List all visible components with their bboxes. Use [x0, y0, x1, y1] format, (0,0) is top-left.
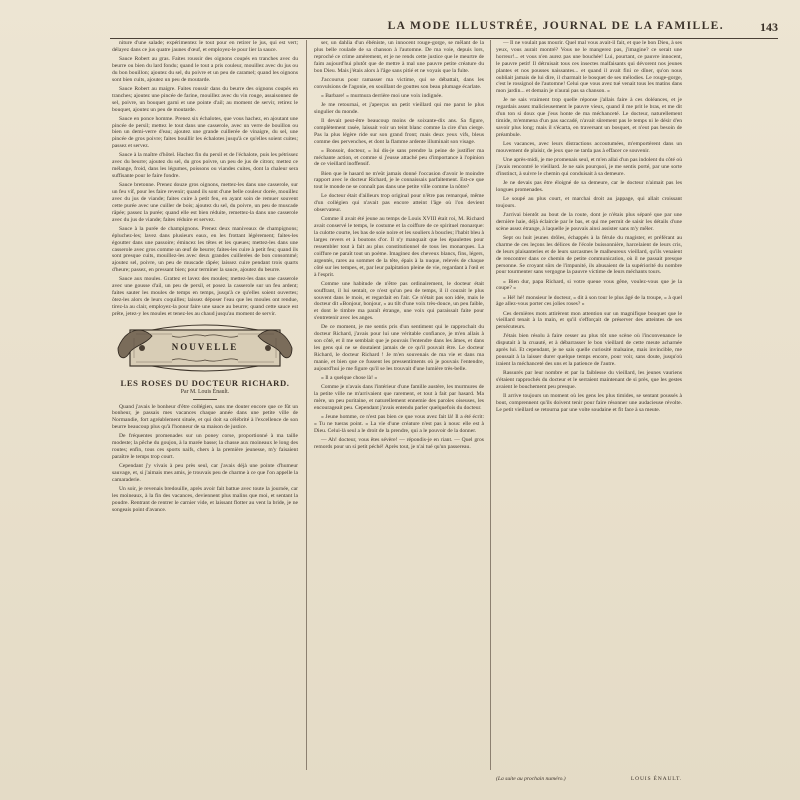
paragraph: ser, un dahlia d'un ébéniste, un innocent rouge-gorge, se mêlant de la plus belle roulade de sa chanson à l'automne. De ma voie, depuis lors, reproché ce crime amèrement, et je ne rends cette justice que le meurtre de faim aujourd'hui plutôt que de mettre à mal une pauvre petite créature du bon Dieu. Mais j'étais alors à l'âge sans pitié et ne voyais que la fuite.	[314, 40, 484, 74]
paragraph: Je ne devais pas être éloigné de sa demeure, car le docteur n'aimait pas les longues promenades.	[496, 179, 682, 193]
byline-divider	[193, 399, 217, 400]
paragraph: Comme je n'avais dans l'intérieur d'une famille austère, les murmures de la petite ville ne m'arrivaient que rarement, et tout à fait par hasard. Ma mère, un peu puritaine, et naturellement ennemie des paroles oiseuses, les encourageait peu. Cependant j'avais entendu parler quelquefois du docteur.	[314, 383, 484, 411]
paragraph: « Barbare! » murmura derrière moi une voix indignée.	[321, 92, 443, 99]
paragraph: Sauce à la maître d'hôtel. Hachez fin du persil et de l'échalote, puis les pétrissez avec du beurre; ajoutez du sel, du gros poivre, un peu de jus de citron; mettez ce mélange, froid, dans les légumes, poissons ou viandes cuites, dont la chaleur sera suffisante pour le faire fondre.	[112, 152, 298, 180]
paragraph: — Il ne voulait pas mourir. Quel mal vous avait-il fait, et que le bon Dieu, à ses yeux, vous aurait montré? Vous ne le mangerez pas, j'imagine? ce serait une horreur!... et vous n'en aurez pas une bouchée! Lui, pourtant, ce pauvre innocent, le pauvre petit! Il détruisait tous ces insectes malfaisants qui dévorent nos jeunes plantes et nos pousses naissantes... et quand il avait fini ce dîner, qu'on nous oubliait jamais de lui dire, il charmait le bosquet de ses mélodies. Le rouge-gorge, c'est le rossignol de l'automne! Celui que vous avez tué venait tous les matins dans mon jardin... et demain je n'aurai pas sa chanson. »	[496, 40, 682, 95]
paragraph: Comme une habitude de n'être pas ordinairement, le docteur était souffrant, il lui sentait, ce n'est qu'un peu de temps, il il courait le plus souvent dans le mois, et regardait en l'air. Ce n'était pas son idée, mais le docteur dit «Bonjour, bonjour, » au tilt d'une voix très-douce, un peu faible, et dont le timbre ma paraît étrange, une voix qui paraissait faite pour s'entretenir avec les anges.	[314, 280, 484, 322]
page-number: 143	[760, 20, 778, 34]
paragraph: Sauce Robert au maigre. Faites roussir dans du beurre des oignons coupés en tranches; ajoutez une pincée de farine, mouillez avec du vin rouge, assaisonnez de sel, poivre, un bouquet garni et une pointe d'ail; au moment de servir, retirez le bouquet, ajoutez un peu de moutarde.	[112, 85, 298, 113]
column-divider	[306, 40, 307, 770]
paragraph: J'arrivai bientôt au bout de la route, dont je n'étais plus séparé que par une dernière haie, déjà éclaircie par le bas, et qui me permit de saisir les détails d'une scène assez étrange, à laquelle je pouvais ainsi assister sans m'y mêler.	[496, 211, 682, 232]
paragraph: Il arrive toujours un moment où les gens les plus timides, se sentant poussés à bout, comprennent qu'ils doivent tenir pour faire résonner une audacieuse révolte. Le petit vieillard se retourna par une volte soudaine et fit face à sa meute.	[496, 393, 682, 413]
paragraph: Comme il avait été jeune au temps de Louis XVIII était roi, M. Richard avait conservé le temps, le costume et la coiffure de ce spirituel monarque: la culotte courte, les bas de soie noire et les souliers à boucles; l'habit bleu à larges revers et à boutons d'or. Il n'y manquait que les épaulettes pour ressembler tout à fait au plus constitutionnel de tous les monarques. La coiffure ne paraît tout un poème. Imaginez des cheveux blancs, fins, légers, argentés, rares au sommet de la tête, épais à la nuque, relevés de chaque côté sur les tempes, et, par leur palpitation pleine de vie, regardant à l'œil et à l'esprit.	[314, 216, 484, 278]
paragraph: Le docteur était d'ailleurs trop original pour n'être pas remarqué, même d'un collégien qui n'avait pas encore atteint l'âge où l'on devient observateur.	[314, 193, 484, 214]
paragraph: niture d'une salade; expérimentez le tout pour en retirer le jus, qui est vert; délayez dans ce jus quatre jaunes d'œuf, et employez-le pour lier la sauce.	[112, 40, 298, 53]
journal-title: LA MODE ILLUSTRÉE, JOURNAL DE LA FAMILLE.	[387, 20, 724, 32]
column-divider	[490, 40, 491, 770]
page-header	[110, 18, 778, 39]
paragraph: Une après-midi, je me promenais seul, et m'en allai d'un pas indolent du côté où j'avais rencontré le vieillard. Je ne sais pourquoi, je me sentis porté, par une sorte d'instinct, à suivre le chemin qui conduisait à sa demeure.	[496, 157, 682, 177]
paragraph: Ces dernières mots attirèrent mon attention sur un magnifique bouquet que le vieillard tenait à la main, et qu'il s'efforçait de préserver des atteintes de ses persécuteurs.	[496, 310, 682, 331]
paragraph: Sauce à la purée de champignons. Prenez deux maniveaux de champignons; épluchez-les; lavez dans plusieurs eaux, en les frottant légèrement; faites-les égoutter dans une passoire; émincez les têtes et les queues; mettez-les dans une casserole avec gros comme un œuf de beurre; faites-les cuire à petit feu; quand ils sont presque cuits, mouillez-les avec deux grandes cuillerées de bon consommé; ajoutez sel, poivre, un peu de muscade râpée; laissez cuire pendant trois quarts d'heure; passez, en pressant bien; pour terminer la sauce, ajoutez du beurre.	[112, 225, 298, 274]
banner-label: NOUVELLE	[171, 341, 239, 352]
paragraph: « Il a quelque chose là! »	[321, 374, 378, 381]
continued-note: (La suite au prochain numéro.)	[496, 776, 566, 782]
paragraph: De fréquentes promenades sur un poney corse, proportionné à ma taille modeste; la pêche du goujon, à la marée basse; la chasse aux moineaux le long des routes; enfin, tous ces sports naifs, chers à la première jeunesse, m'y faisaient paraître le temps trop court.	[112, 433, 298, 461]
column-left	[112, 40, 298, 772]
paragraph: Quand j'avais le bonheur d'être collégien, sans me douter encore que ce fût un bonheur, je passais mes vacances chaque année dans une petite ville de Normandie, fort agréablement située, et qui doit sa célébrité à l'excellence de son beurre beaucoup plus qu'à l'honneur de sa maison de justice.	[112, 403, 298, 431]
story-title: LES ROSES DU DOCTEUR RICHARD.	[120, 377, 290, 388]
recipe-section	[112, 40, 298, 318]
paragraph: Sauce bretonne. Prenez douze gros oignons, mettez-les dans une casserole, sur un feu vif, pour les faire revenir; quand ils sont d'une belle couleur dorée, mouillez avec du jus de viande; faites cuire à petit feu, en ayant soin de remuer souvent cette purée avec une cuiller de bois; ajoutez du sel, du poivre, un peu de muscade râpée; passez la purée; quand elle est bien réduite, remettez-la dans une casserole avec du jus de viande; faites réduire et servez.	[112, 182, 298, 223]
paragraph: Sauce Robert au gras. Faites roussir des oignons coupés en tranches avec du beurre ou bien du lard fondu; quand le tout a pris couleur, mouillez avec du jus ou du bon bouillon; ajoutez du sel, du poivre et un peu de caramel; quand les oignons sont bien cuits, ajoutez un peu de moutarde.	[112, 56, 298, 83]
paragraph: Cependant j'y vivais à peu près seul, car j'avais déjà une pointe d'humeur sauvage, et, si j'aimais mes amis, je trouvais peu de charme à ce que l'on appelle la camaraderie.	[112, 463, 298, 483]
paragraph: Je ne sais vraiment trop quelle réponse j'allais faire à ces doléances, et je regardais assez malicieusement le pauvre vieux, quand il me prit le bras, et me dit d'un ton si doux que j'eus honte de ma méchanceté. Le docteur, naturellement timide, m'emmena d'un pas saccadé, n'avait sûrement pas le temps ni le désir d'en savoir plus long; mais il s'écarta, en traversant un bosquet, et n'eut pas besoin de préambule.	[496, 97, 682, 138]
column-right	[496, 40, 682, 772]
paragraph: J'étais bien résolu à faire cesser au plus tôt une scène où l'inconvenance le disputait à la cruauté, et à débarrasser le bon vieillard de cette meute acharnée après lui. Et cependant, je ne sais quelle curiosité malsaine, mais invincible, me poussait à la laisser durer quelque temps encore, pour voir, sans doute, jusqu'où iraient la méchanceté des uns et la patience de l'autre.	[496, 333, 682, 368]
paragraph: De ce moment, je me sentis pris d'un sentiment qui le rapprochait du docteur Richard, j'avais pour lui une véritable confiance, je m'en allais à son côté, et il me semblait que je pouvais l'entendre dans les âmes, et dans les gens qui ne se doutaient jamais de ce qu'il pouvait être. Le docteur Richard, le docteur Richard ! Je m'en souvenais de ma vie et dans ma manie, et bien que ce fussent les pressentiments où je pouvais l'entendre, aujourd'hui je me figure qu'il se les trouvait d'une lumière très-belle.	[314, 324, 484, 372]
story-byline: Par M. Louis Énault.	[180, 388, 230, 395]
column-middle	[314, 40, 484, 772]
nouvelle-banner	[112, 322, 298, 376]
paragraph: — Ah! docteur, vous êtes sévère! — répondis-je en riant. — Quel gros remords pour un si petit péché! Après tout, je n'ai tué qu'un passereau.	[314, 436, 484, 450]
paragraph: J'accourus pour ramasser ma victime, qui se débattait, dans les convulsions de l'agonie, en souillant de gouttes son beau plumage écarlate.	[314, 76, 484, 90]
paragraph: « Jeune homme, ce n'est pas bien ce que vous avez fait là! Il a été écrit: « Tu ne tueras point. » La vie d'une créature n'est pas à nous: elle est à Dieu. Celui-là seul a le droit de la prendre, qui a le pouvoir de la donner.	[314, 413, 484, 434]
story-endnote	[496, 776, 682, 782]
paragraph: Sept ou huit jeunes drôles, échappés à la férule du magister, et préférant au charme de ces leçons les délices de l'école buissonnière, harcelaient de leurs cris, de leurs plaisanteries et de leurs sarcasmes le malheureux vieillard, qu'ils venaient de rencontrer dans ce chemin de petite communication, où il ne passait presque personne. Se croyant sûrs de l'impunité, ils abusaient de la supériorité du nombre pour tourmenter sans vergogne la pauvre victime de leurs méchants tours.	[496, 234, 682, 276]
paragraph: « Bien dur, papa Richard, si votre queue vous gêne, voulez-vous que je la coupe? »	[496, 278, 682, 292]
paragraph: Sauce aux moules. Grattez et lavez des moules; mettez-les dans une casserole avec une gousse d'ail, un peu de persil, et posez la casserole sur un feu ardent; faites sauter les moules de temps en temps, jusqu'à ce qu'elles soient ouvertes; ôtez-les alors de leurs coquilles; laissez déposer l'eau que les moules ont rendue, tirez-la au clair, employez-la pour faire une sauce au beurre; quand cette sauce est prête, jetez-y les moules et tenez-les au chaud jusqu'au moment de servir.	[112, 276, 298, 317]
paragraph: Rassurés par leur nombre et par la faiblesse du vieillard, les jeunes vauriens s'étaient rapprochés du docteur et le serraient maintenant de si près, que les gestes avaient le bouchement peu presque.	[496, 370, 682, 390]
paragraph: Je me retournai, et j'aperçus un petit vieillard qui me parut le plus singulier du monde.	[314, 101, 484, 115]
paragraph: « Bonsoir, docteur, » lui dis-je sans prendre la peine de justifier ma méchante action, et comme si j'eusse attaché peu d'importance à l'opinion de ce vieillard inoffensif.	[314, 147, 484, 168]
author-signature: LOUIS ÉNAULT.	[630, 776, 682, 782]
paragraph: Il devait peut-être beaucoup moins de soixante-dix ans. Sa figure, complètement rasée, laissait voir un teint blanc comme la cire d'un cierge. Pas la plus légère ride sur son grand front; mais deux yeux vifs, bleus comme des pervenches, et dont la flamme ardente illuminait son visage.	[314, 117, 484, 145]
paragraph: Un soir, je revenais bredouille, après avoir fait battue avec toute la journée, car les moineaux, à la fin des vacances, deviennent plus malins que moi, et sentant la poudre. Rentrant de rentrer le carnier vide, et laissant flotter au vent la bride, je ne songeais point d'avance.	[112, 486, 298, 513]
story-section	[112, 404, 298, 514]
paragraph: « Hé! hé! monsieur le docteur, » dit à son tour le plus âgé de la troupe, « à quel âge allez-vous porter ces jolies roses? »	[496, 294, 682, 308]
paragraph: Le soupé au plus court, et marchai droit au jappage, qui allait croissant toujours.	[496, 195, 682, 209]
paragraph: Les vacances, avec leurs distractions accoutumées, m'emportèrent dans un mouvement de plaisir, de jeux que ne tarda pas à effacer ce souvenir.	[496, 141, 682, 154]
paragraph: Bien que le hasard ne m'eût jamais donné l'occasion d'avoir le moindre rapport avec le docteur Richard, je le connaissais parfaitement. Est-ce que tout le monde ne se connaît pas dans une petite ville comme la nôtre?	[314, 170, 484, 191]
paragraph: Sauce en ponce homme. Prenez six échalotes, que vous hachez, en ajoutant une pincée de persil; mettez le tout dans une casserole, avec un verre de bouillon ou bien un demi-verre d'eau; ajoutez une grande cuillerée de vinaigre, du sel, une pincée de gros poivre; faites bouillir les échalotes jusqu'à ce qu'elles soient cuites; passez et servez.	[112, 115, 298, 150]
